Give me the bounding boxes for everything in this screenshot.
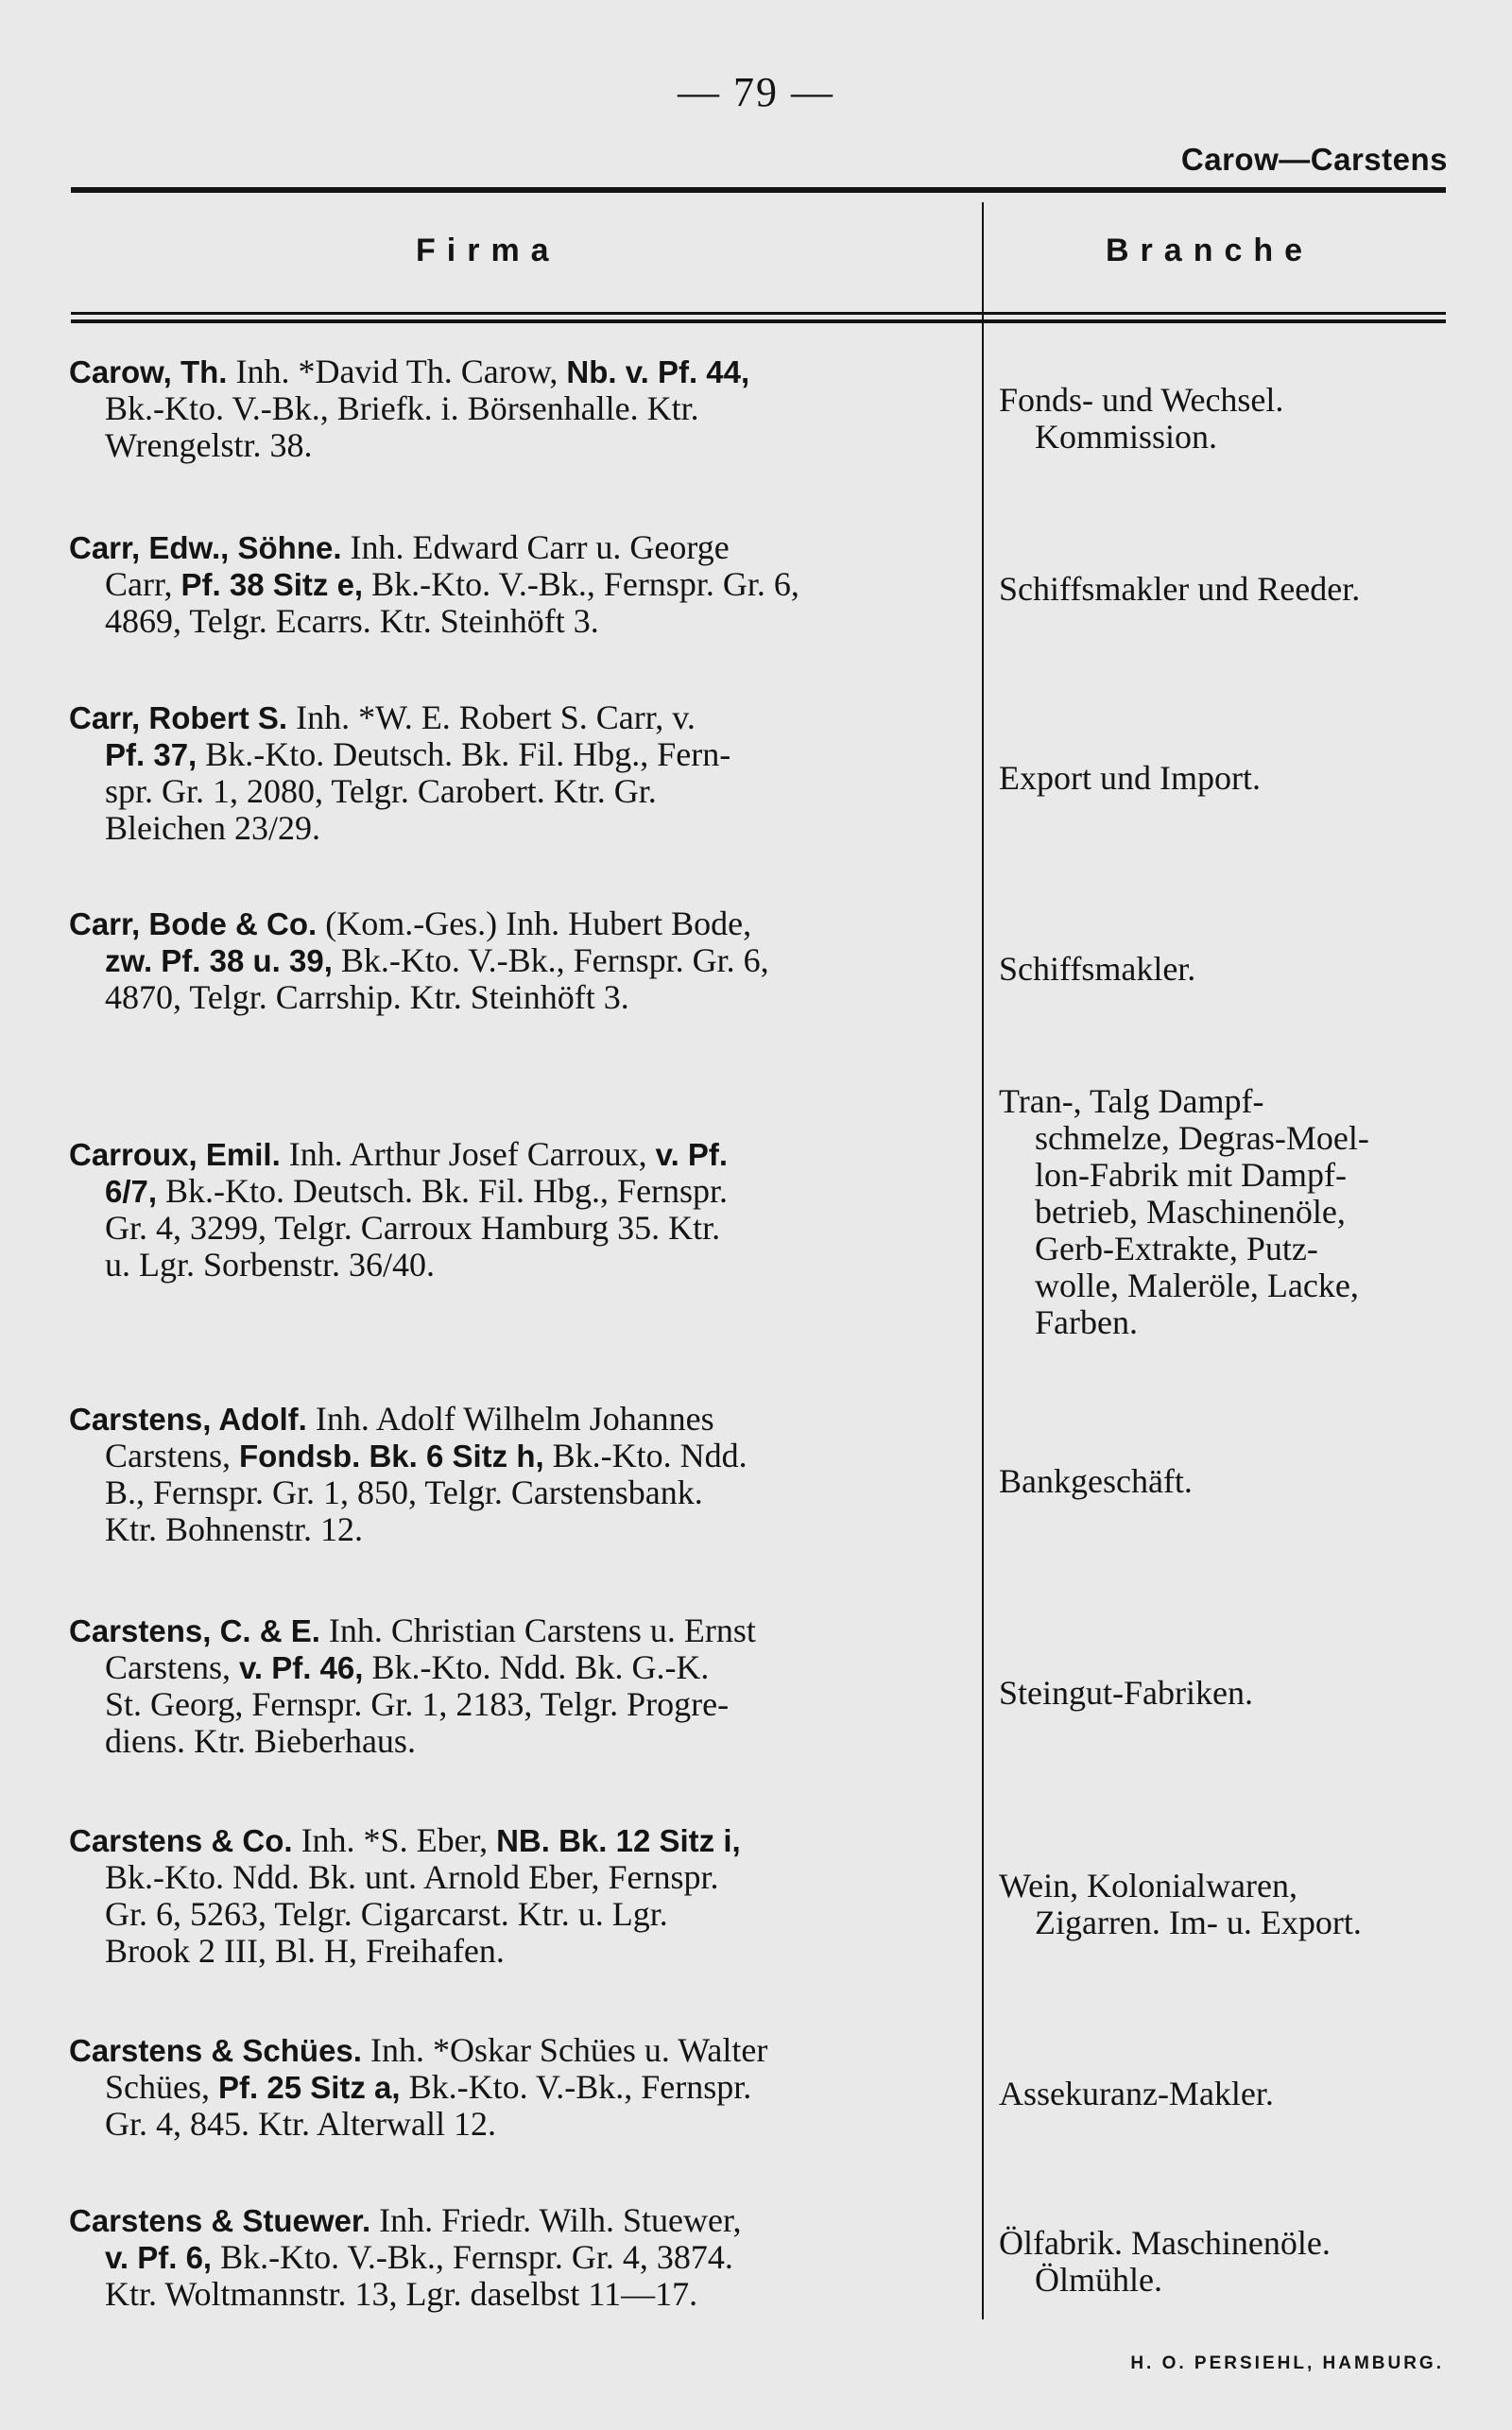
entry-branche: Assekuranz-Makler. bbox=[999, 2075, 1274, 2112]
column-header-branche: Branche bbox=[1106, 233, 1314, 268]
entry-branche: Fonds- und Wechsel. Kommission. bbox=[999, 381, 1284, 456]
entry-branche: Steingut-Fabriken. bbox=[999, 1674, 1253, 1712]
column-header-firma: Firma bbox=[416, 233, 560, 268]
directory-entry bbox=[69, 353, 971, 464]
firm-name: Carr, Robert S. bbox=[69, 700, 288, 735]
directory-entry bbox=[69, 2202, 971, 2313]
header-rule bbox=[71, 312, 1446, 315]
directory-entry bbox=[69, 905, 971, 1016]
entry-branche: Schiffsmakler. bbox=[999, 950, 1196, 988]
entry-text: Carow, Th. Inh. *David Th. Carow, Nb. v. Pf. 44, Bk.-Kto. V.-Bk., Briefk. i. Börsenhalle. Ktr. Wrengelstr. 38. bbox=[69, 353, 750, 464]
firm-name: Carr, Edw., Söhne. bbox=[69, 530, 342, 565]
top-rule bbox=[71, 187, 1446, 193]
entry-text: Carroux, Emil. Inh. Arthur Josef Carroux, v. Pf. 6/7, Bk.-Kto. Deutsch. Bk. Fil. Hbg., Fernspr. Gr. 4, 3299, Telgr. Carroux Hamburg 35. Ktr. u. Lgr. Sorbenstr. 36/40. bbox=[69, 1135, 729, 1284]
entry-branche: Bankgeschäft. bbox=[999, 1462, 1193, 1500]
directory-entry bbox=[69, 529, 971, 640]
directory-entry bbox=[69, 1401, 971, 1548]
entry-text: Carr, Bode & Co. (Kom.-Ges.) Inh. Hubert Bode, zw. Pf. 38 u. 39, Bk.-Kto. V.-Bk., Fernspr. Gr. 6, 4870, Telgr. Carrship. Ktr. Steinhöft 3. bbox=[69, 905, 769, 1016]
directory-entry bbox=[69, 1822, 971, 1970]
entry-branche: Tran-, Talg Dampf- schmelze, Degras-Moel- lon-Fabrik mit Dampf- betrieb, Maschinenöle, Gerb-Extrakte, Putz- wolle, Maleröle, Lacke, Farben. bbox=[999, 1082, 1369, 1341]
entry-text: Carstens, C. & E. Inh. Christian Carstens u. Ernst Carstens, v. Pf. 46, Bk.-Kto. Ndd. Bk. G.-K. St. Georg, Fernspr. Gr. 1, 2183, Telgr. Progre- diens. Ktr. Bieberhaus. bbox=[69, 1611, 756, 1760]
directory-entry bbox=[69, 1612, 971, 1760]
directory-entry bbox=[69, 1136, 971, 1284]
firm-name: Carstens & Schües. bbox=[69, 2033, 362, 2068]
running-head: Carow—Carstens bbox=[1180, 142, 1448, 177]
directory-entry bbox=[69, 2032, 971, 2143]
firm-name: Carroux, Emil. bbox=[69, 1137, 281, 1172]
entry-text: Carr, Edw., Söhne. Inh. Edward Carr u. George Carr, Pf. 38 Sitz e, Bk.-Kto. V.-Bk., Fernspr. Gr. 6, 4869, Telgr. Ecarrs. Ktr. Steinhöft 3. bbox=[69, 528, 799, 640]
header-rule bbox=[71, 319, 1446, 323]
firm-name: Carstens, Adolf. bbox=[69, 1402, 307, 1437]
entry-text: Carstens, Adolf. Inh. Adolf Wilhelm Johannes Carstens, Fondsb. Bk. 6 Sitz h, Bk.-Kto. Ndd. B., Fernspr. Gr. 1, 850, Telgr. Carstensbank. Ktr. Bohnenstr. 12. bbox=[69, 1400, 747, 1548]
printer-imprint: H. O. PERSIEHL, HAMBURG. bbox=[1130, 2353, 1444, 2373]
firm-name: Carstens, C. & E. bbox=[69, 1613, 320, 1648]
page-number: — 79 — bbox=[678, 69, 834, 115]
entry-text: Carstens & Stuewer. Inh. Friedr. Wilh. Stuewer, v. Pf. 6, Bk.-Kto. V.-Bk., Fernspr. Gr. 4, 3874. Ktr. Woltmannstr. 13, Lgr. daselbst 11—17. bbox=[69, 2201, 742, 2313]
column-divider bbox=[982, 202, 984, 2319]
firm-name: Carstens & Co. bbox=[69, 1823, 293, 1858]
firm-name: Carr, Bode & Co. bbox=[69, 906, 318, 941]
entry-branche: Export und Import. bbox=[999, 759, 1261, 797]
firm-name: Carstens & Stuewer. bbox=[69, 2203, 371, 2238]
entry-branche: Ölfabrik. Maschinenöle. Ölmühle. bbox=[999, 2224, 1331, 2299]
firm-name: Carow, Th. bbox=[69, 354, 228, 389]
entry-branche: Wein, Kolonialwaren, Zigarren. Im- u. Export. bbox=[999, 1867, 1362, 1941]
directory-entry bbox=[69, 699, 971, 847]
entry-branche: Schiffsmakler und Reeder. bbox=[999, 570, 1361, 608]
entry-text: Carr, Robert S. Inh. *W. E. Robert S. Carr, v. Pf. 37, Bk.-Kto. Deutsch. Bk. Fil. Hbg., Fern- spr. Gr. 1, 2080, Telgr. Carobert. Ktr. Gr. Bleichen 23/29. bbox=[69, 698, 731, 847]
entry-text: Carstens & Co. Inh. *S. Eber, NB. Bk. 12 Sitz i, Bk.-Kto. Ndd. Bk. unt. Arnold Eber, Fernspr. Gr. 6, 5263, Telgr. Cigarcarst. Ktr. u. Lgr. Brook 2 III, Bl. H, Freihafen. bbox=[69, 1821, 741, 1970]
entry-text: Carstens & Schües. Inh. *Oskar Schües u. Walter Schües, Pf. 25 Sitz a, Bk.-Kto. V.-Bk., Fernspr. Gr. 4, 845. Ktr. Alterwall 12. bbox=[69, 2031, 768, 2143]
